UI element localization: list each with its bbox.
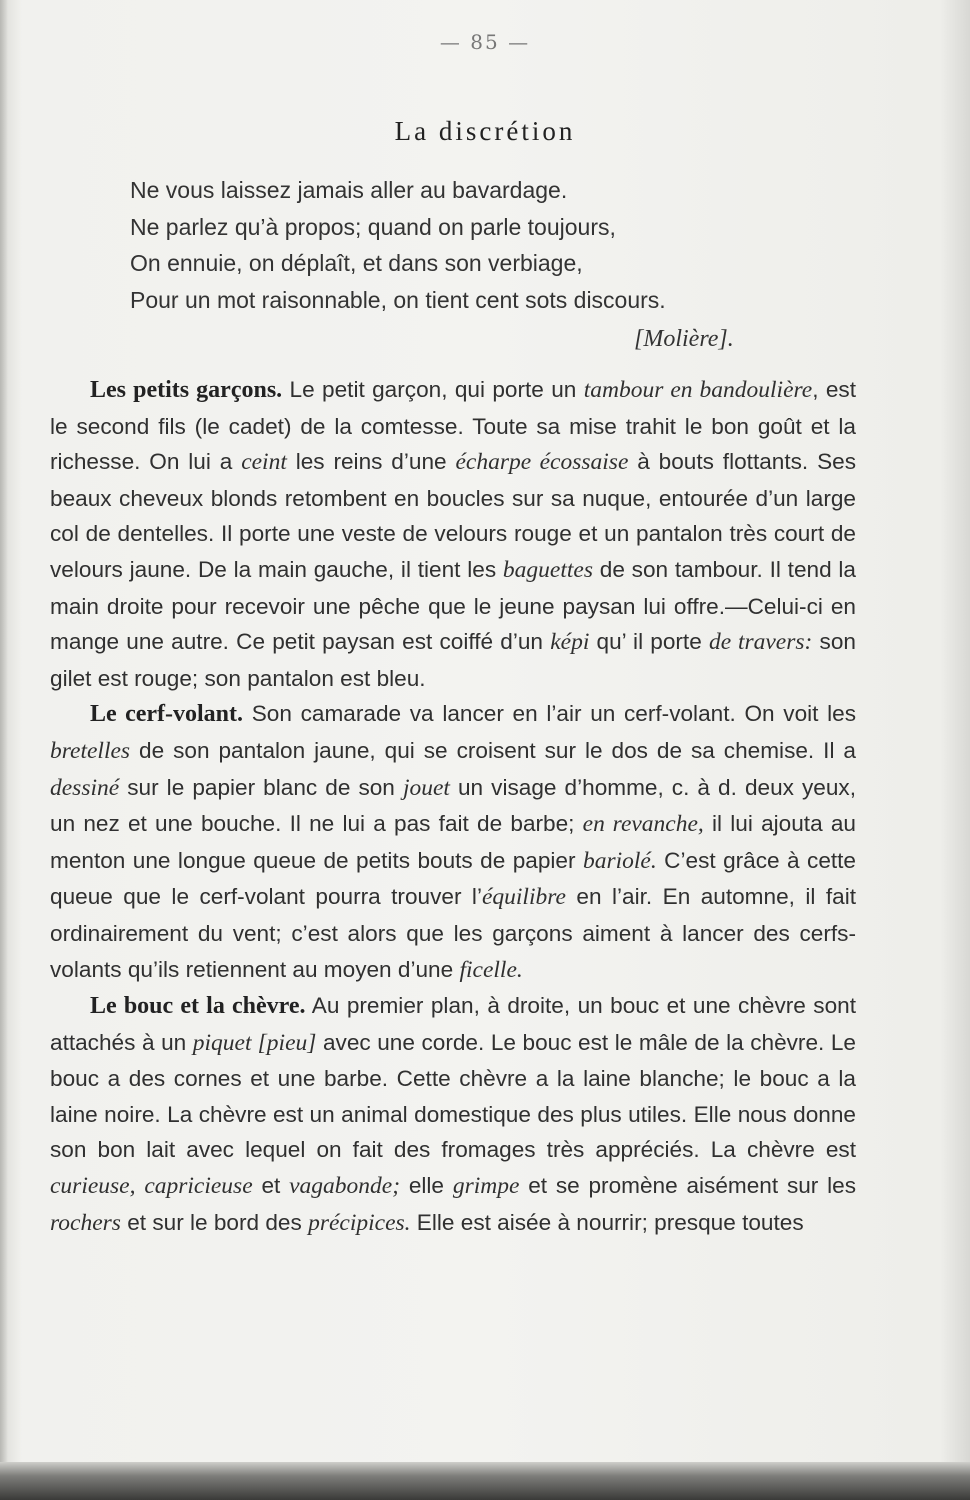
text-run: et sur le bord des	[120, 1209, 309, 1235]
prose-body	[50, 372, 856, 1241]
italic-term: capricieuse	[144, 1173, 253, 1200]
italic-term: bretelles	[50, 737, 131, 764]
text-run: sur le papier blanc de son	[119, 774, 403, 800]
text-run: Son camarade va lancer en l’air un cerf-volant. On voit les	[243, 701, 857, 727]
italic-term: vagabonde;	[289, 1173, 401, 1200]
text-run: C’est grâce à cette queue que le cerf-volant pourra trouver l’	[50, 847, 857, 910]
poem-attribution: [Molière].	[634, 326, 734, 352]
text-run: et	[252, 1173, 290, 1199]
italic-term: équilibre	[481, 884, 566, 911]
text-run: avec une corde. Le bouc est le mâle de la chèvre. Le bouc a des cornes et une barbe. Cette chèvre a la laine blanche; le bouc a la laine noire. La chèvre est un animal domestique des plus utiles. Elle nous donne son bon lait avec lequel on fait des fromages très appréciés. La chèvre est	[50, 1029, 856, 1163]
paragraph-heading: Le cerf-volant.	[90, 701, 244, 728]
poem-line: Ne vous laissez jamais aller au bavardage.	[130, 177, 568, 203]
italic-term: en revanche,	[582, 811, 704, 838]
text-run: , est le second fils (le cadet) de la comtesse. Toute sa mise trahit le bon goût et la richesse. On lui a	[50, 377, 856, 475]
poem	[130, 172, 666, 318]
text-run: de son pantalon jaune, qui se croisent sur le dos de sa chemise. Il a	[130, 737, 856, 763]
text-run: un visage d’homme, c. à d. deux yeux, un nez et une bouche. Il ne lui a pas fait de barbe;	[50, 774, 857, 837]
italic-term: képi	[550, 629, 590, 656]
italic-term: piquet [pieu]	[192, 1029, 317, 1056]
paragraph-petits-garcons	[50, 372, 856, 696]
italic-term: ceint	[241, 449, 287, 476]
section-title: La discrétion	[394, 116, 576, 146]
text-run: Le petit garçon, qui porte un	[282, 377, 584, 402]
text-run	[136, 1173, 145, 1198]
poem-line: On ennuie, on déplaît, et dans son verbiage,	[130, 250, 583, 276]
italic-term: précipices.	[308, 1209, 411, 1236]
italic-term: jouet	[402, 774, 450, 801]
italic-term: de travers:	[708, 629, 813, 656]
paragraph-heading: Le bouc et la chèvre.	[90, 993, 306, 1020]
text-run: de son tambour. Il tend la main droite pour recevoir une pêche que le jeune paysan lui offre.—Celui-ci en mange une autre. Ce petit paysan est coiffé d’un	[50, 556, 857, 655]
text-run: les reins d’une	[286, 449, 456, 475]
page-number: — 85 —	[439, 30, 531, 54]
paragraph-cerf-volant	[50, 696, 856, 988]
italic-term: tambour en bandoulière	[583, 377, 813, 403]
text-run: son gilet est rouge; son pantalon est bleu.	[50, 629, 856, 691]
text-run: qu’ il porte	[589, 629, 709, 655]
text-run: Au premier plan, à droite, un bouc et une chèvre sont attachés à un	[50, 993, 857, 1055]
italic-term: dessiné	[50, 774, 120, 801]
text-run: en l’air. En automne, il fait ordinairement du vent; c’est alors que les garçons aiment à lancer des cerfs-volants qu’ils retiennent au moyen d’une	[50, 884, 856, 982]
poem-line: Ne parlez qu’à propos; quand on parle toujours,	[130, 213, 616, 240]
italic-term: ficelle.	[459, 956, 523, 983]
italic-term: grimpe	[452, 1173, 520, 1200]
text-run: il lui ajouta au menton une longue queue de petits bouts de papier	[50, 811, 856, 873]
text-run: à bouts flottants. Ses beaux cheveux blonds retombent en boucles sur sa nuque, entourée d’un large col de dentelles. Il porte une veste de velours rouge et un pantalon très court de velours jaune. De la main gauche, il tient les	[50, 449, 857, 582]
page-binding-edge	[0, 0, 8, 1500]
text-run: Elle est aisée à nourrir; presque toutes	[410, 1209, 804, 1235]
text-run: elle	[400, 1173, 453, 1199]
italic-term: baguettes	[502, 556, 593, 583]
poem-line: Pour un mot raisonnable, on tient cent sots discours.	[130, 286, 666, 313]
italic-term: bariolé.	[582, 847, 657, 874]
scan-bottom-edge	[0, 1462, 970, 1500]
italic-term: rochers	[50, 1209, 121, 1236]
text-run: et se promène aisément sur les	[519, 1173, 857, 1199]
paragraph-bouc-chevre	[50, 988, 856, 1241]
italic-term: écharpe écossaise	[455, 449, 629, 476]
italic-term: curieuse,	[50, 1173, 136, 1200]
paragraph-heading: Les petits garçons.	[90, 377, 283, 403]
